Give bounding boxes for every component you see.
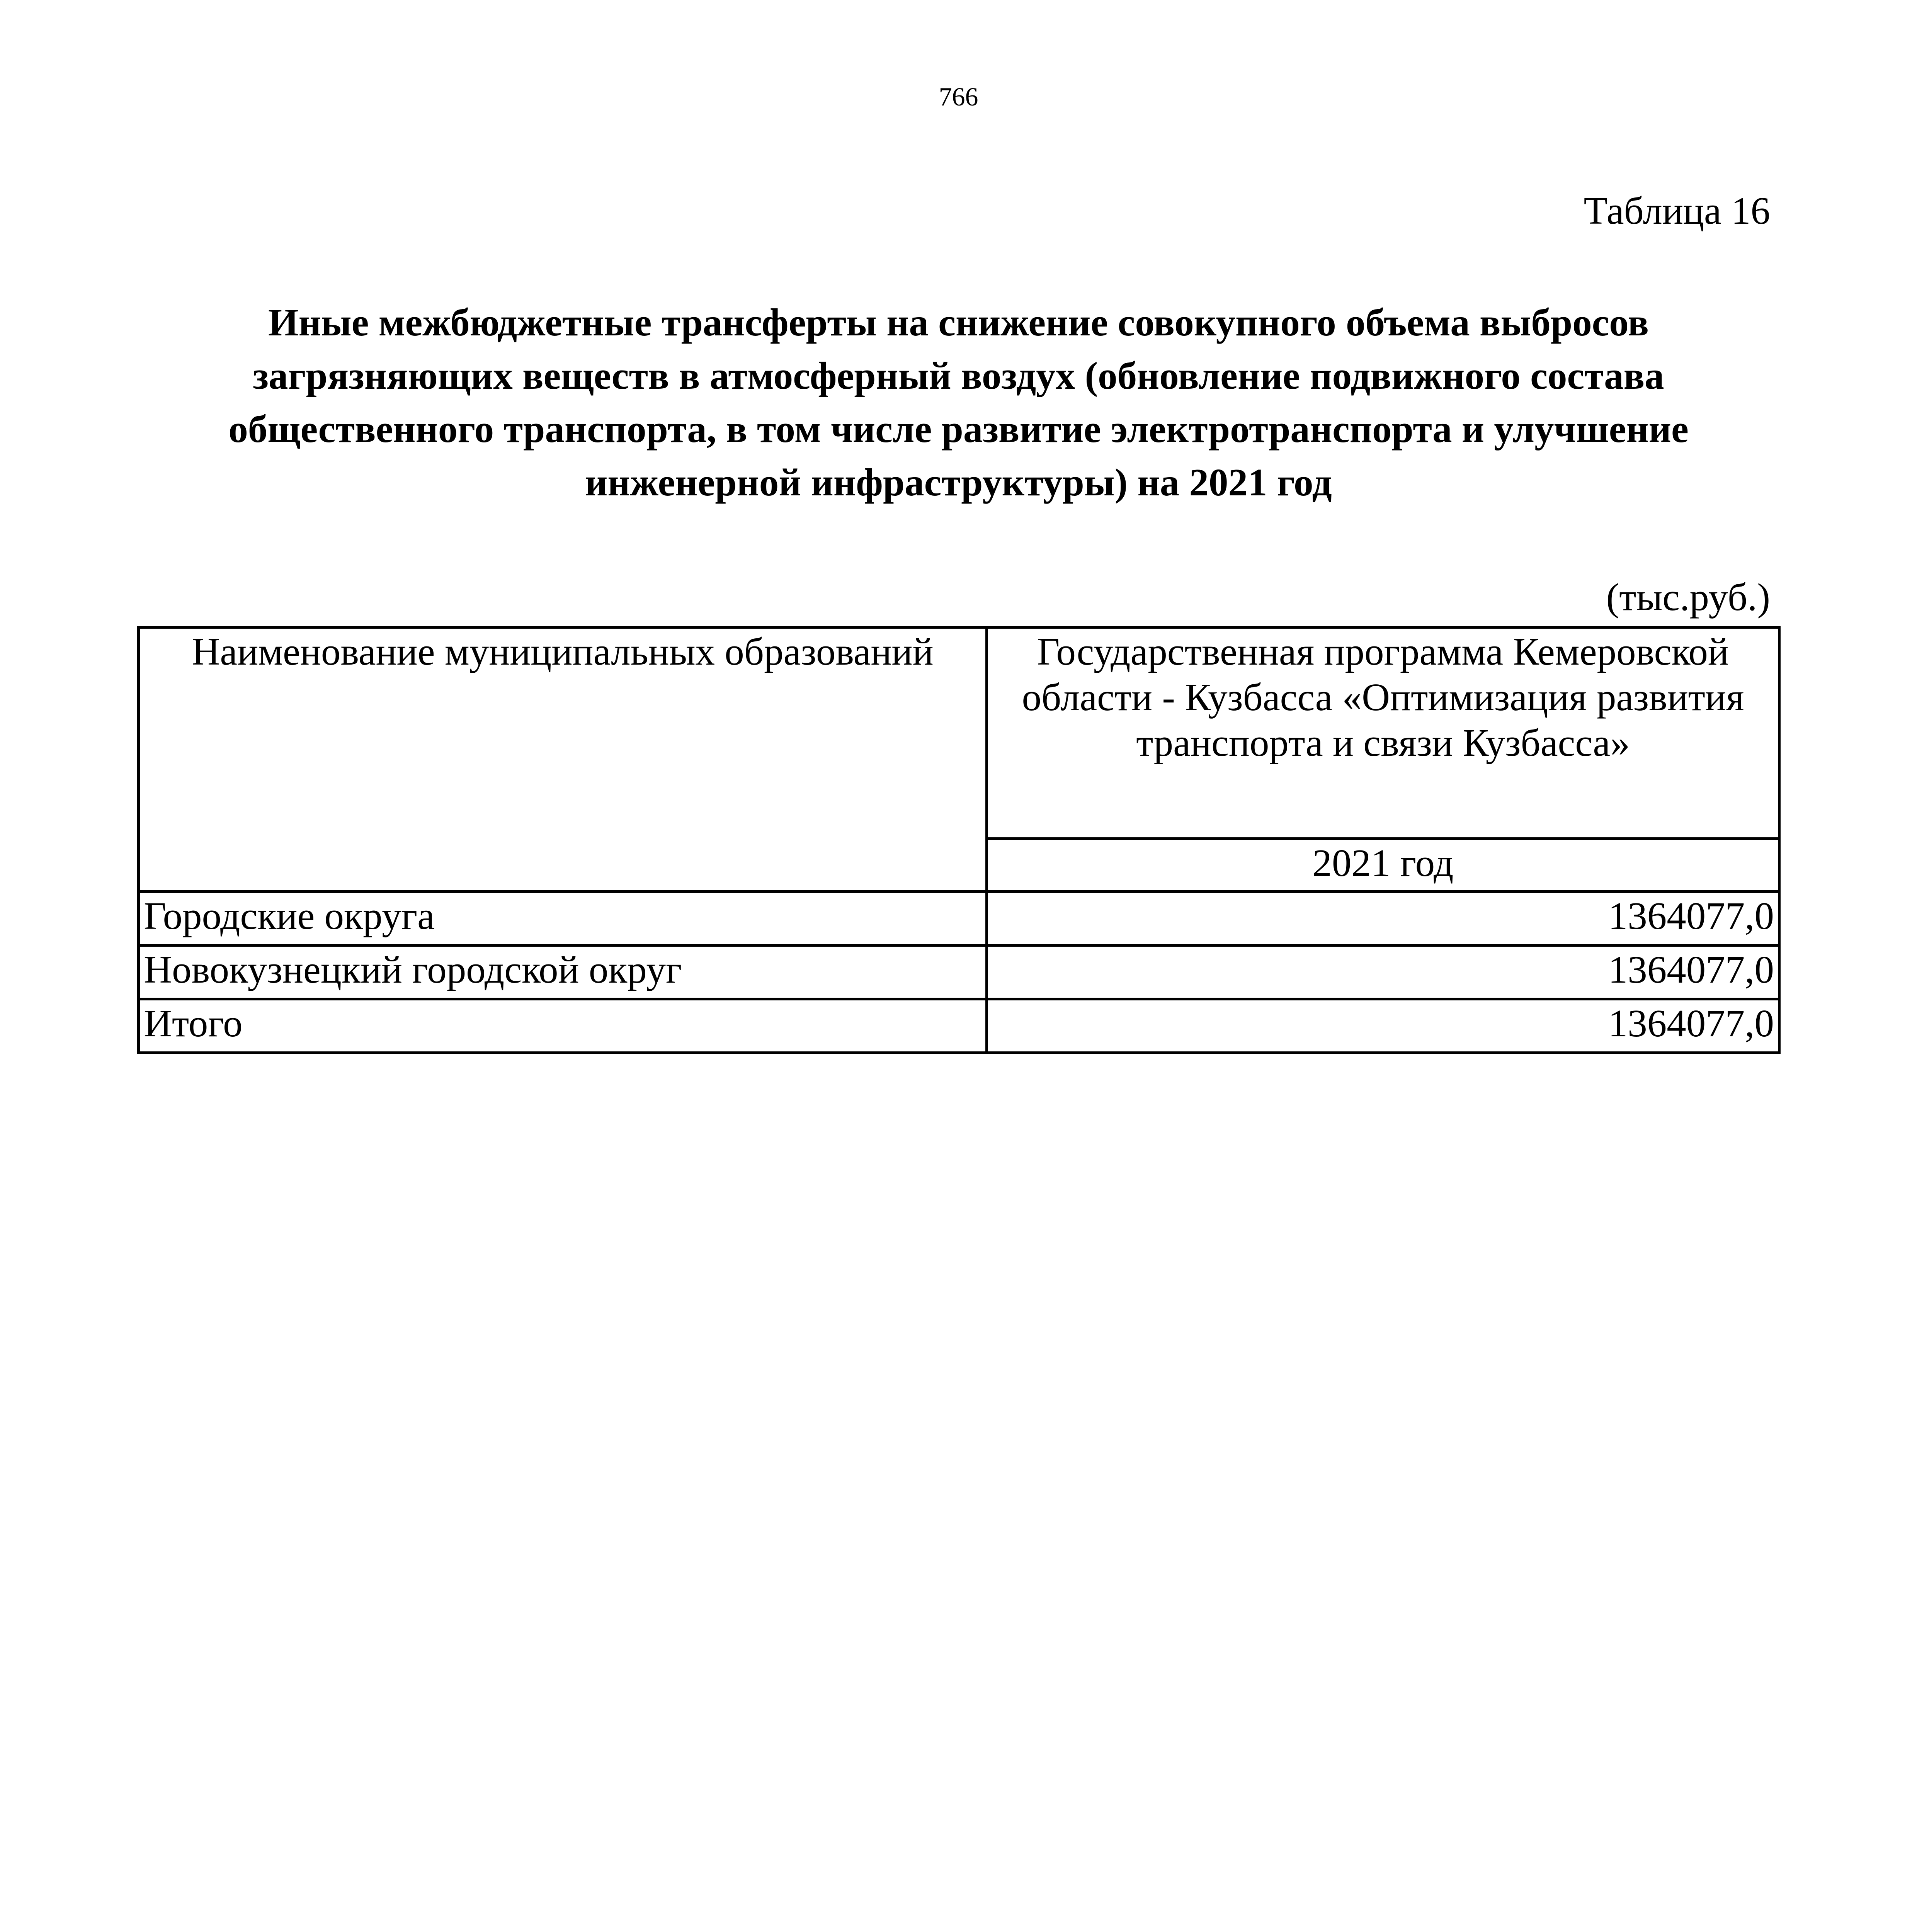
row-label: Итого bbox=[139, 999, 987, 1053]
page-number: 766 bbox=[939, 82, 978, 111]
row-label: Новокузнецкий городской округ bbox=[139, 946, 987, 999]
row-label: Городские округа bbox=[139, 892, 987, 946]
transfers-table bbox=[137, 626, 1781, 1054]
table-row bbox=[139, 999, 1779, 1053]
units-label: (тыс.руб.) bbox=[1606, 575, 1770, 619]
row-value: 1364077,0 bbox=[987, 999, 1779, 1053]
header-year: 2021 год bbox=[987, 839, 1779, 892]
header-municipality-name: Наименование муниципальных образований bbox=[139, 628, 987, 892]
table-number: Таблица 16 bbox=[1584, 189, 1770, 232]
document-title: Иные межбюджетные трансферты на снижение совокупного объема выбросов загрязняющих веществ в атмосферный воздух (обновление подвижного состава общественного транспорта, в том числе развитие электротранспорта и улучшение инженерной инфраструктуры) на 2021 год bbox=[228, 301, 1689, 504]
table-row bbox=[139, 892, 1779, 946]
row-value: 1364077,0 bbox=[987, 892, 1779, 946]
header-state-program: Государственная программа Кемеровской области - Кузбасса «Оптимизация развития транспорта и связи Кузбасса» bbox=[987, 628, 1779, 839]
row-value: 1364077,0 bbox=[987, 946, 1779, 999]
table-row bbox=[139, 946, 1779, 999]
table-header-row bbox=[139, 628, 1779, 839]
